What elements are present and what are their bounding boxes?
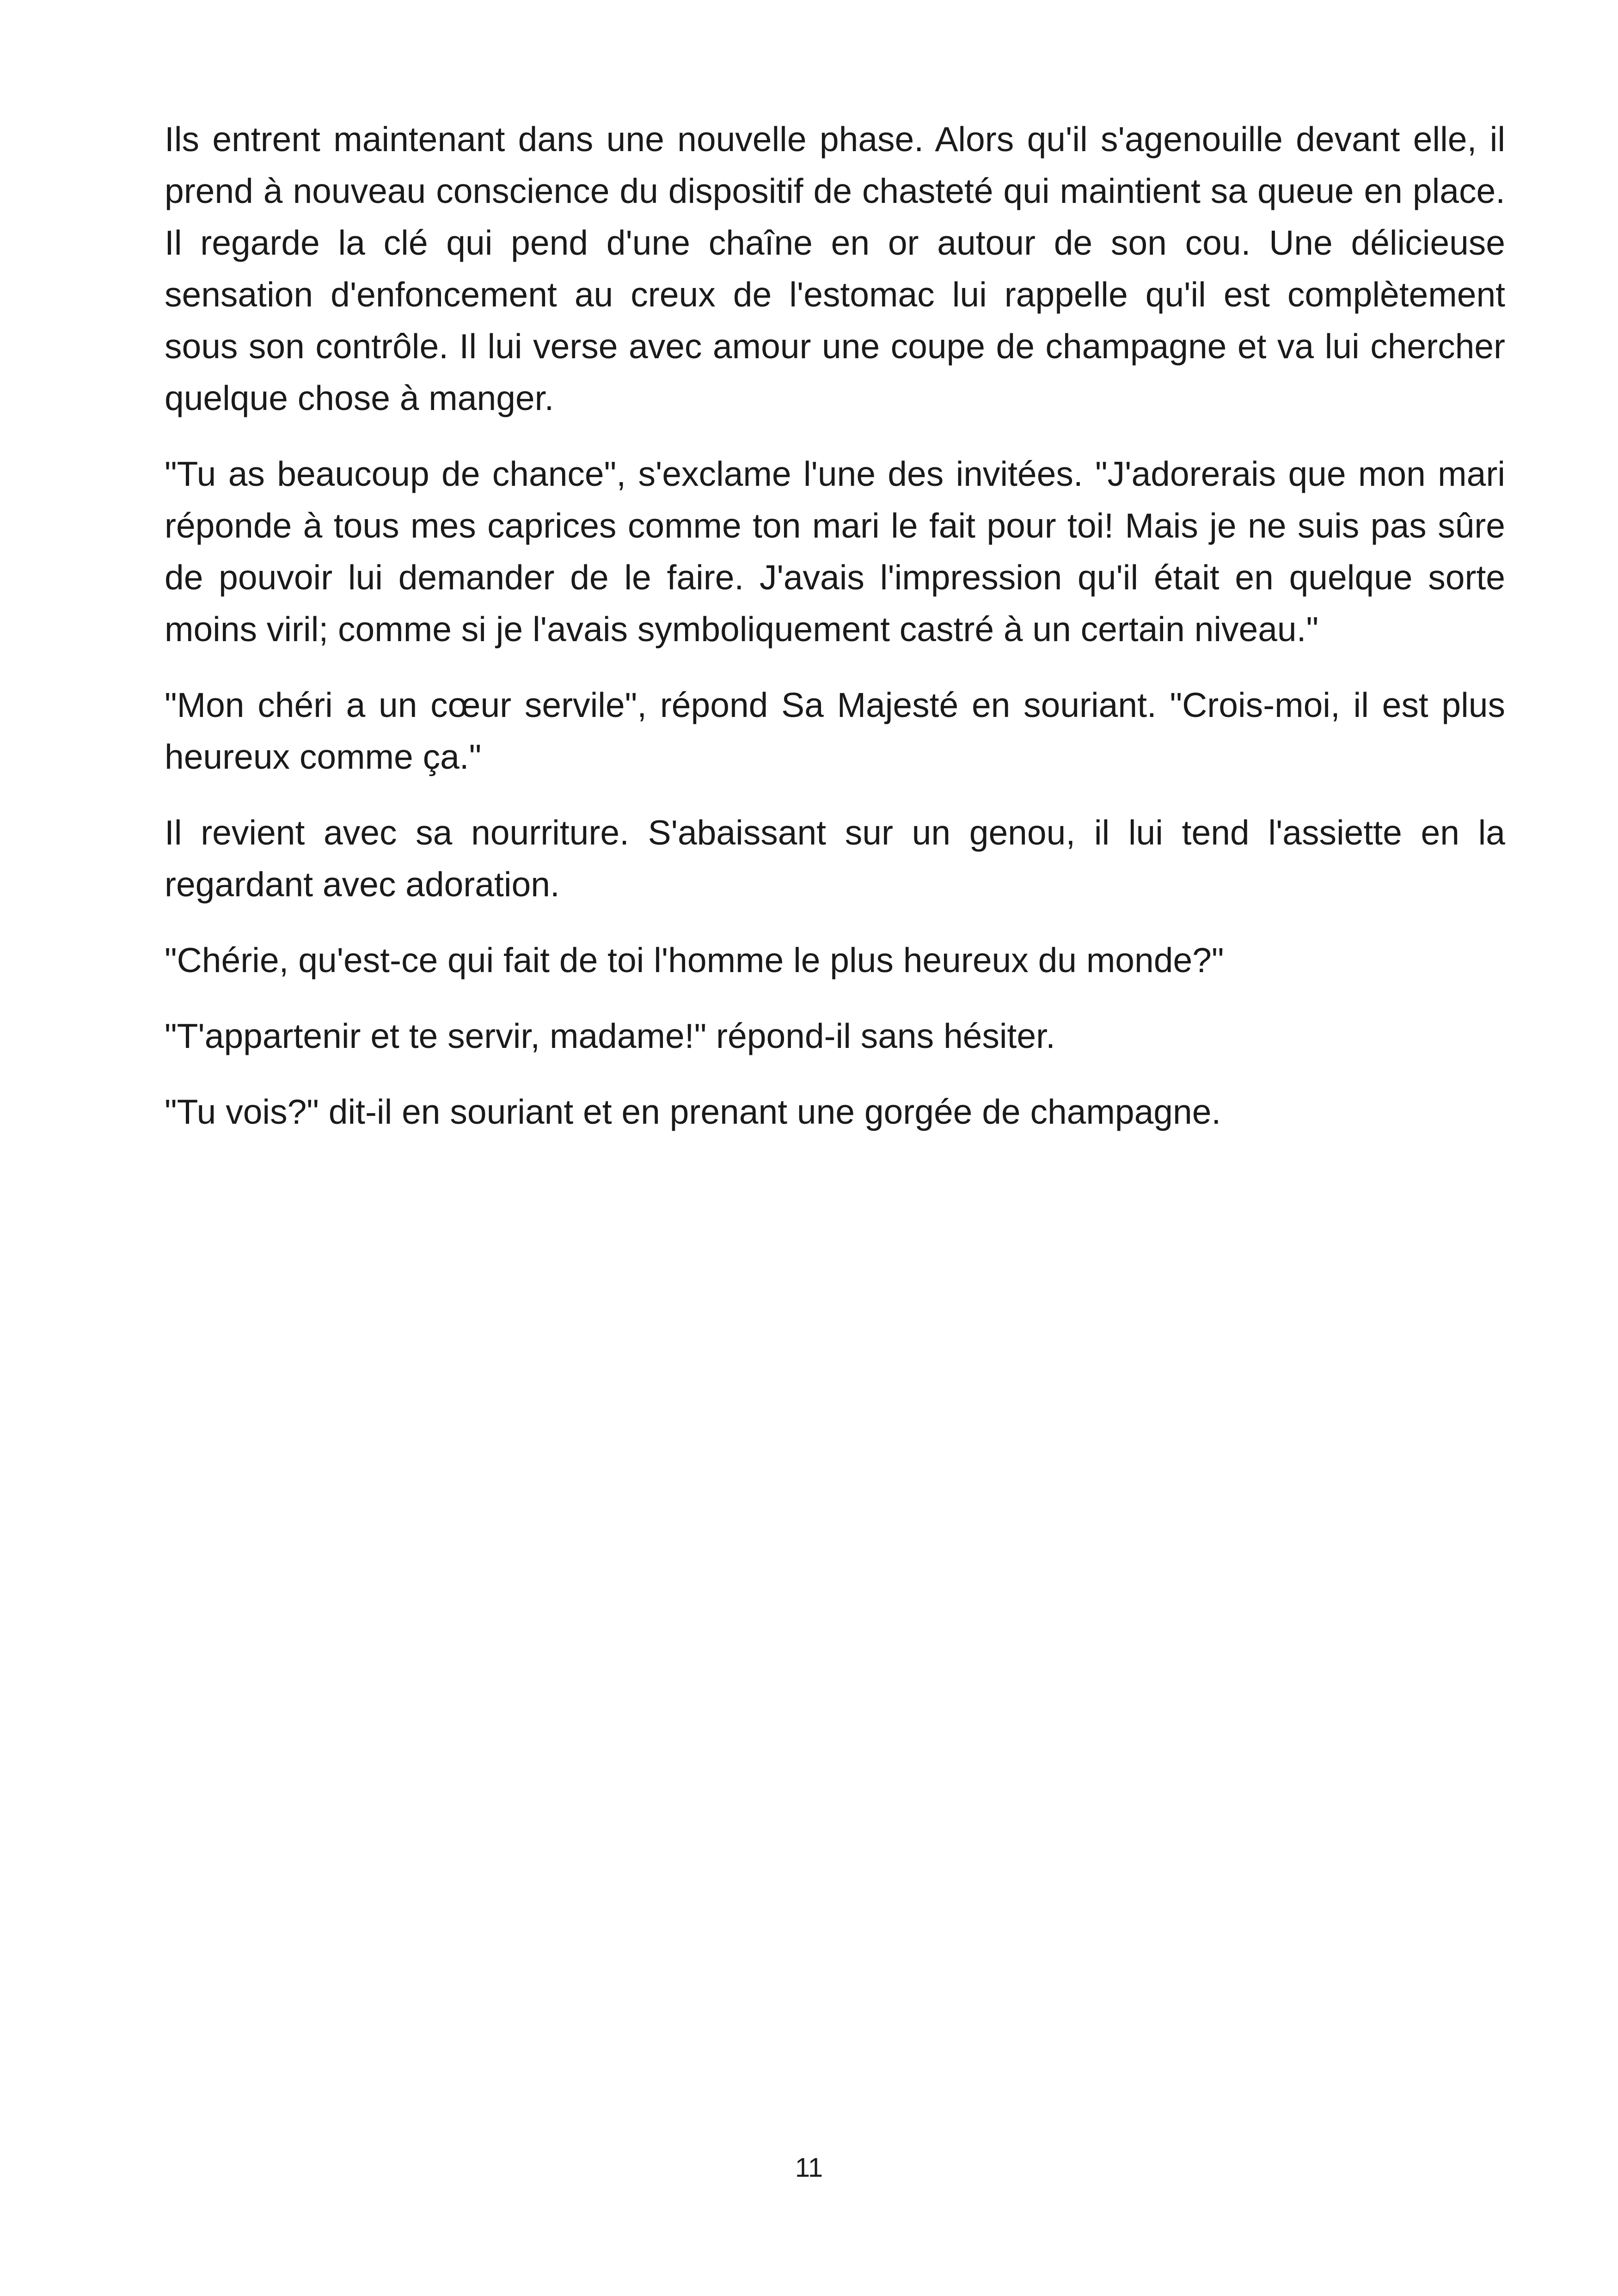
page-number: 11 <box>795 2153 823 2183</box>
paragraph-4: Il revient avec sa nourriture. S'abaissant sur un genou, il lui tend l'assiette en la regardant avec adoration. <box>165 813 1505 904</box>
paragraph-6: "T'appartenir et te servir, madame!" répond-il sans hésiter. <box>165 1016 1055 1055</box>
paragraph-5: "Chérie, qu'est-ce qui fait de toi l'homme le plus heureux du monde?" <box>165 941 1224 980</box>
paragraph-3: "Mon chéri a un cœur servile", répond Sa Majesté en souriant. "Crois-moi, il est plus heureux comme ça." <box>165 686 1505 776</box>
paragraph-2: "Tu as beaucoup de chance", s'exclame l'une des invitées. "J'adorerais que mon mari réponde à tous mes caprices comme ton mari le fait pour toi! Mais je ne suis pas sûre de pouvoir lui demander de le faire. J'avais l'impression qu'il était en quelque sorte moins viril; comme si je l'avais symboliquement castré à un certain niveau." <box>165 454 1505 649</box>
paragraph-7: "Tu vois?" dit-il en souriant et en prenant une gorgée de champagne. <box>165 1092 1221 1131</box>
page-body <box>165 113 1505 1162</box>
paragraph-1: Ils entrent maintenant dans une nouvelle phase. Alors qu'il s'agenouille devant elle, il prend à nouveau conscience du dispositif de chasteté qui maintient sa queue en place. Il regarde la clé qui pend d'une chaîne en or autour de son cou. Une délicieuse sensation d'enfoncement au creux de l'estomac lui rappelle qu'il est complètement sous son contrôle. Il lui verse avec amour une coupe de champagne et va lui chercher quelque chose à manger. <box>165 120 1505 417</box>
